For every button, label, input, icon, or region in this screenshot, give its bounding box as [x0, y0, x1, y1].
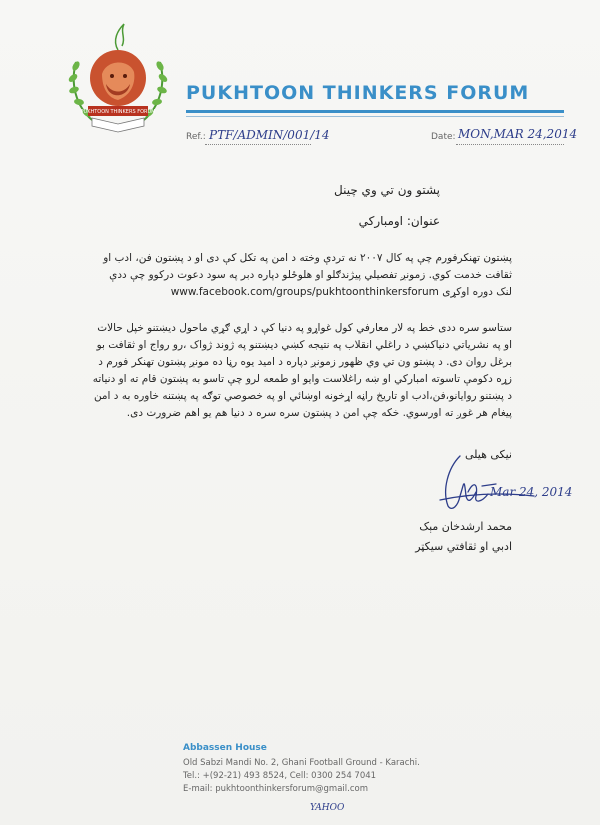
paragraph-line: پيغام هر غوږ ته اورسوي. خکه چې امن د پښتون سره سره د دنيا هم يو اهم ضرورت دی. [126, 407, 512, 419]
organization-title-text: PUKHTOON THINKERS FORUM [186, 82, 530, 104]
paragraph-line [72, 284, 512, 301]
paragraph-line: ستاسو سره ددی خط په لار معارفي کول غواړو په دنيا کې د اړي ګړي ماحول ديښتنو خپل حالات [97, 322, 512, 334]
handwritten-yahoo-note: YAHOO [310, 803, 345, 813]
date-dotted-line [456, 144, 564, 145]
ref-dotted-line [205, 144, 311, 145]
organization-title [186, 82, 529, 104]
header-divider-thin [186, 116, 564, 117]
signature-date: Mar 24, 2014 [490, 485, 573, 499]
footer-email[interactable]: E-mail: pukhtoonthinkersforum@gmail.com [183, 784, 368, 794]
footer-house-name: Abbassen House [183, 743, 267, 753]
letter-date: MON,MAR 24,2014 [458, 127, 578, 141]
forum-logo [62, 20, 174, 138]
paragraph-intro [72, 250, 512, 301]
paragraph-line: پښتون تهنکرفورم چې په کال ۲۰۰۷ نه تردې وخته د امن په تکل کې دی او د پښتون فن، ادب او [103, 252, 512, 264]
ref-number: PTF/ADMIN/001/14 [209, 128, 330, 142]
header-divider [186, 110, 564, 113]
handwritten-signature [438, 450, 578, 520]
paragraph-line: برغل روان دی. د پښتو ون تي وي ظهور زمونږ دپاره د اميد يوه رڼا ده مونږ پښتون تهنکر فورم د [98, 356, 512, 368]
paragraph-body [72, 320, 512, 422]
signer-title: ادبي او ثقافتي سيکټر [415, 540, 512, 553]
paragraph-line: او په نشرياتي دنياکښي د راغلي انقلاب په نتيجه کښي ديښتنو په ژوند ژواک ،رو رواج او ثقافت بو [96, 339, 512, 351]
date-label: Date: [431, 132, 456, 142]
addressee: پشتو ون تي وي چينل [333, 183, 440, 197]
facebook-group-link[interactable]: www.facebook.com/groups/pukhtoonthinkersforum [170, 286, 439, 298]
footer-phone: Tel.: +(92-21) 493 8524, Cell: 0300 254 7041 [183, 771, 377, 781]
paragraph-line: د پښتنو روايانو،فن،ادب او تاريخ راڼه اړخونه اوښائي او په خصوصي توګه په پښتنه خاوره به د امن [93, 390, 512, 402]
paragraph-line: ثقافت خدمت کوي. زمونږ تفصيلي پيژندګلو او هلوځلو دپاره دبر په سود دعوت درکوو چې ددې [109, 269, 512, 281]
ref-label: Ref.: [186, 132, 206, 142]
logo-banner-text: PUKHTOON THINKERS FORUM [80, 109, 156, 115]
footer-address: Old Sabzi Mandi No. 2, Ghani Football Ground - Karachi. [183, 758, 420, 768]
closing-salutation: نيکی هيلی [464, 448, 512, 461]
paragraph-line: زړه دکومې تاسوته امبارکي او ښه راغلاست وايو او طمعه لرو چې تاسو به پښتون قام ته او دنياته [92, 373, 512, 385]
subject-line: عنوان: اومبارکي [358, 214, 440, 228]
link-prompt: لنک دوره اوکړی [442, 286, 512, 298]
signer-name: محمد ارشدخان مېک [419, 520, 512, 533]
footer-contact [183, 742, 420, 796]
